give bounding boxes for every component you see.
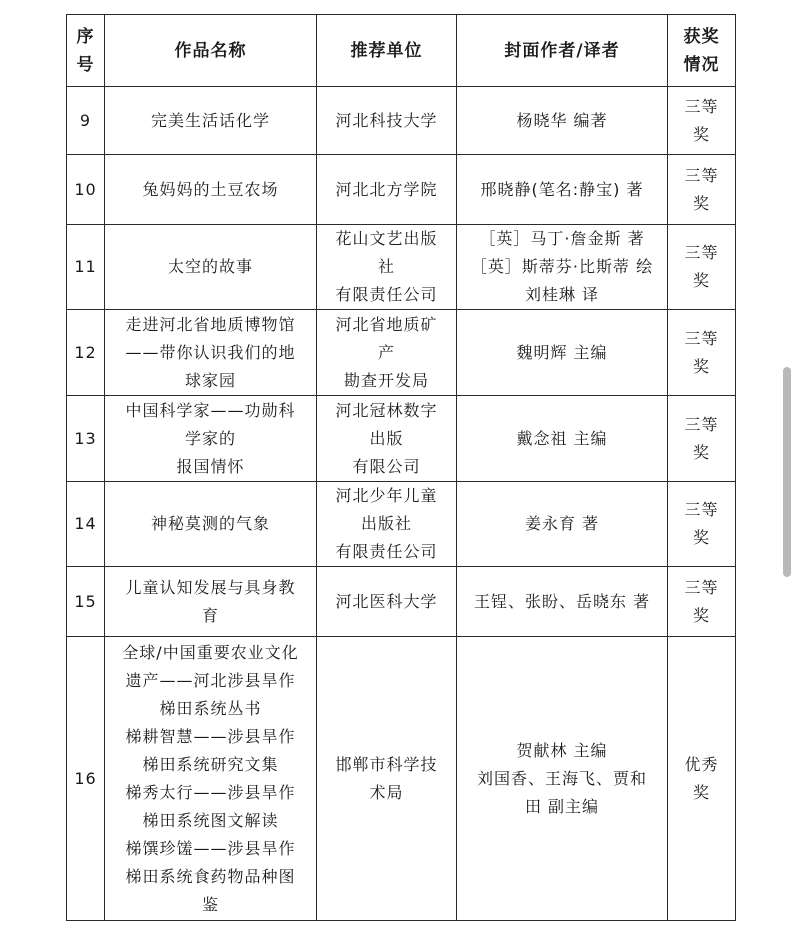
cell-award: [668, 396, 736, 482]
cell-line: 河北科技大学: [335, 110, 438, 130]
cell-line: 奖: [692, 528, 710, 547]
cell-line: 三等: [684, 577, 719, 597]
cell-line: ［英］斯蒂芬·比斯蒂 绘: [470, 257, 654, 276]
cell-unit: [317, 637, 457, 921]
scrollbar[interactable]: [783, 367, 791, 577]
cell-line: 王锃、张盼、岳晓东 著: [473, 591, 651, 611]
table-row: [67, 87, 736, 155]
cell-line: 有限责任公司: [335, 542, 438, 561]
cell-line: 优秀: [684, 754, 719, 774]
cell-line: 奖: [692, 124, 710, 144]
cell-author: [457, 567, 668, 637]
table-row: [67, 225, 736, 310]
cell-line: 球家园: [184, 370, 236, 390]
cell-no: 10: [67, 155, 105, 225]
cell-unit: [317, 396, 457, 482]
awards-table: [66, 14, 736, 921]
cell-title: [105, 155, 317, 225]
cell-line: 出版社: [360, 514, 412, 533]
cell-unit: [317, 225, 457, 310]
table-row: [67, 396, 736, 482]
cell-line: 梯耕智慧——涉县旱作: [125, 726, 296, 746]
cell-line: 梯田系统图文解读: [142, 810, 279, 830]
cell-line: 走进河北省地质博物馆: [125, 314, 296, 334]
cell-line: 刘国香、王海飞、贾和: [476, 768, 647, 788]
cell-unit: [317, 155, 457, 225]
cell-line: 完美生活话化学: [150, 110, 270, 130]
cell-line: 遗产——河北涉县旱作: [125, 670, 296, 690]
cell-line: 奖: [692, 356, 710, 376]
cell-line: 邢晓静(笔名:静宝) 著: [480, 179, 644, 199]
cell-line: 三等: [684, 328, 719, 348]
cell-line: 三等: [684, 414, 719, 434]
cell-title: [105, 225, 317, 310]
cell-line: 育: [201, 605, 219, 625]
header-unit: 推荐单位: [317, 15, 457, 87]
cell-title: [105, 482, 317, 567]
cell-author: [457, 155, 668, 225]
cell-line: 梯田系统研究文集: [142, 754, 279, 774]
cell-award: [668, 637, 736, 921]
cell-author: [457, 310, 668, 396]
cell-line: ——带你认识我们的地: [125, 342, 296, 362]
cell-line: 术局: [369, 782, 404, 802]
cell-no: 11: [67, 225, 105, 310]
cell-line: 河北北方学院: [335, 179, 438, 199]
cell-line: 田 副主编: [524, 796, 600, 816]
cell-line: 梯秀太行——涉县旱作: [125, 782, 296, 802]
cell-award: [668, 310, 736, 396]
cell-unit: [317, 310, 457, 396]
cell-line: 三等: [684, 243, 719, 262]
cell-line: 三等: [684, 500, 719, 519]
cell-line: 奖: [692, 193, 710, 213]
cell-line: 社: [377, 257, 395, 276]
cell-line: 有限责任公司: [335, 285, 438, 304]
cell-no: 16: [67, 637, 105, 921]
cell-line: 河北医科大学: [335, 591, 438, 611]
cell-title: [105, 396, 317, 482]
cell-author: [457, 396, 668, 482]
cell-title: [105, 87, 317, 155]
cell-line: 姜永育 著: [524, 514, 600, 533]
cell-author: [457, 225, 668, 310]
header-award: 获奖 情况: [668, 15, 736, 87]
header-row: [67, 15, 736, 87]
table-row: [67, 310, 736, 396]
cell-line: 三等: [684, 165, 719, 185]
cell-award: [668, 567, 736, 637]
cell-line: 产: [377, 342, 395, 362]
cell-line: 三等: [684, 96, 719, 116]
cell-author: [457, 482, 668, 567]
table-row: [67, 155, 736, 225]
cell-line: 邯郸市科学技: [335, 754, 438, 774]
cell-no: 13: [67, 396, 105, 482]
cell-line: 报国情怀: [176, 456, 245, 476]
cell-unit: [317, 567, 457, 637]
cell-line: 奖: [692, 605, 710, 625]
cell-unit: [317, 482, 457, 567]
header-title: 作品名称: [105, 15, 317, 87]
cell-line: 学家的: [184, 428, 236, 448]
cell-line: 戴念祖 主编: [516, 428, 608, 448]
cell-line: 儿童认知发展与具身教: [125, 577, 296, 597]
cell-line: 奖: [692, 442, 710, 462]
cell-line: ［英］马丁·詹金斯 著: [479, 229, 645, 248]
cell-line: 河北冠林数字: [335, 400, 438, 420]
cell-line: 奖: [692, 271, 710, 290]
cell-award: [668, 225, 736, 310]
cell-line: 贺献林 主编: [516, 740, 608, 760]
cell-line: 中国科学家——功勋科: [125, 400, 296, 420]
cell-line: 河北少年儿童: [335, 486, 438, 505]
cell-line: 花山文艺出版: [335, 229, 438, 248]
cell-line: 鉴: [201, 894, 219, 914]
cell-line: 出版: [369, 428, 404, 448]
table-row: [67, 567, 736, 637]
cell-line: 河北省地质矿: [335, 314, 438, 334]
cell-no: 15: [67, 567, 105, 637]
cell-award: [668, 87, 736, 155]
cell-unit: [317, 87, 457, 155]
cell-no: 9: [67, 87, 105, 155]
cell-line: 神秘莫测的气象: [150, 514, 270, 533]
cell-line: 全球/中国重要农业文化: [122, 642, 299, 662]
cell-line: 奖: [692, 782, 710, 802]
header-no: 序 号: [67, 15, 105, 87]
cell-title: [105, 310, 317, 396]
cell-line: 梯田系统食药物品种图: [125, 866, 296, 886]
cell-no: 12: [67, 310, 105, 396]
cell-line: 有限公司: [352, 456, 421, 476]
cell-title: [105, 567, 317, 637]
cell-award: [668, 155, 736, 225]
table-row: [67, 482, 736, 567]
cell-line: 杨晓华 编著: [516, 110, 608, 130]
cell-line: 魏明辉 主编: [516, 342, 608, 362]
cell-author: [457, 87, 668, 155]
cell-line: 太空的故事: [167, 257, 253, 276]
cell-line: 梯馔珍馐——涉县旱作: [125, 838, 296, 858]
cell-line: 刘桂琳 译: [524, 285, 600, 304]
cell-title: [105, 637, 317, 921]
cell-no: 14: [67, 482, 105, 567]
table-row: [67, 637, 736, 921]
cell-line: 勘查开发局: [343, 370, 429, 390]
cell-line: 兔妈妈的土豆农场: [142, 179, 279, 199]
header-author: 封面作者/译者: [457, 15, 668, 87]
cell-line: 梯田系统丛书: [159, 698, 262, 718]
cell-author: [457, 637, 668, 921]
cell-award: [668, 482, 736, 567]
